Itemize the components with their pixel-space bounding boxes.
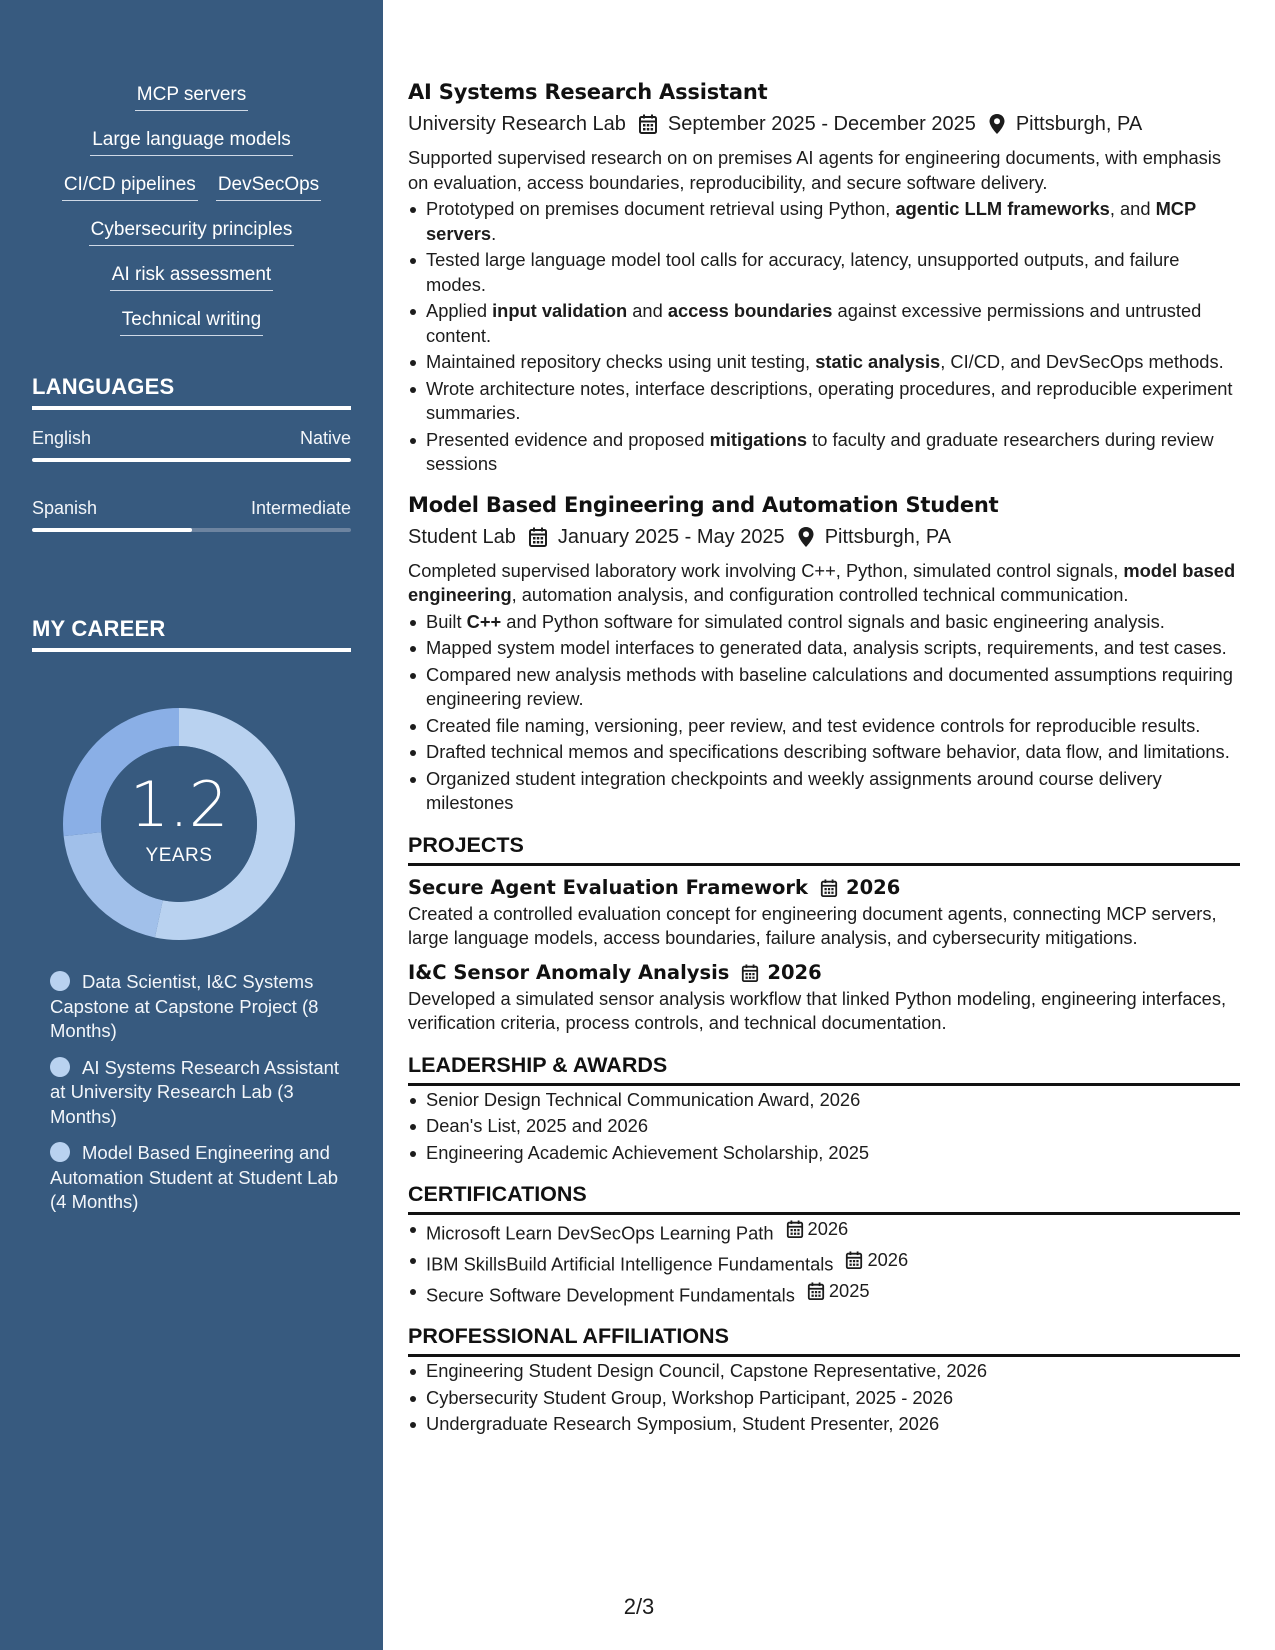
list-item: Engineering Academic Achievement Scholarship, 2025 (408, 1141, 1240, 1166)
language-proficiency-bar (32, 458, 351, 462)
career-legend-text: Data Scientist, I&C Systems Capstone at Capstone Project (8 Months) (50, 971, 319, 1041)
certification-date (845, 1248, 908, 1273)
language-level: Native (299, 428, 351, 448)
job-bullet: Drafted technical memos and specifications describing software behavior, data flow, and limitations. (408, 740, 1240, 765)
job-bullets (408, 197, 1240, 477)
job-bullet: Tested large language model tool calls for accuracy, latency, unsupported outputs, and failure modes. (408, 248, 1240, 297)
job-organization: Student Lab (408, 525, 516, 548)
calendar-icon (807, 1281, 825, 1301)
job-bullet: Mapped system model interfaces to generated data, analysis scripts, requirements, and test cases. (408, 636, 1240, 661)
project-name: Secure Agent Evaluation Framework (408, 875, 808, 899)
certification-name: Secure Software Development Fundamentals (426, 1283, 795, 1305)
project-description: Developed a simulated sensor analysis workflow that linked Python modeling, engineering interfaces, verification criteria, process controls, and technical documentation. (408, 987, 1227, 1033)
affiliations-list (408, 1359, 1240, 1437)
job-dates: January 2025 - May 2025 (557, 525, 785, 548)
skill-row (32, 264, 351, 309)
language-item-english (32, 427, 351, 462)
list-item: Senior Design Technical Communication Award, 2026 (408, 1088, 1240, 1113)
skill-tag: MCP servers (135, 84, 248, 111)
language-level: Intermediate (250, 498, 351, 518)
skill-row (32, 309, 351, 354)
project-description: Created a controlled evaluation concept for engineering document agents, connecting MCP servers, large language models, access boundaries, failure analysis, and cybersecurity mitigations. (408, 902, 1217, 948)
certification-name: Microsoft Learn DevSecOps Learning Path (426, 1222, 774, 1244)
job-description: Completed supervised laboratory work involving C++, Python, simulated control signals, model based engineering, automation analysis, and configuration controlled technical communication. (408, 559, 1236, 605)
calendar-icon (741, 963, 759, 983)
job-bullet: Built C++ and Python software for simulated control signals and basic engineering analysis. (408, 610, 1240, 635)
job-description: Supported supervised research on on premises AI agents for engineering documents, with emphasis on evaluation, access boundaries, reproducibility, and secure software delivery. (408, 147, 1221, 193)
project-year: 2026 (846, 875, 901, 899)
projects-heading: PROJECTS (408, 830, 1240, 866)
career-legend-text: Model Based Engineering and Automation Student at Student Lab (4 Months) (50, 1142, 338, 1212)
career-legend-item (50, 970, 340, 1044)
legend-dot-icon (50, 1142, 70, 1162)
skill-row (32, 129, 351, 174)
career-donut-chart (62, 707, 296, 941)
calendar-icon (528, 526, 548, 548)
language-proficiency-bar (32, 528, 351, 532)
job-bullet: Compared new analysis methods with baseline calculations and documented assumptions requiring engineering review. (408, 663, 1240, 712)
job-meta (408, 523, 1240, 551)
legend-dot-icon (50, 1057, 70, 1077)
certification-name: IBM SkillsBuild Artificial Intelligence Fundamentals (426, 1253, 834, 1274)
career-legend-item (50, 1056, 340, 1130)
legend-dot-icon (50, 971, 70, 991)
list-item: Cybersecurity Student Group, Workshop Participant, 2025 - 2026 (408, 1386, 1240, 1411)
job-entry (408, 491, 1240, 816)
skill-tag: Large language models (90, 129, 293, 156)
bold-text: access boundaries (667, 300, 833, 321)
job-bullets (408, 610, 1240, 816)
calendar-icon (820, 878, 838, 898)
map-pin-icon (988, 113, 1006, 135)
job-bullet: Prototyped on premises document retrieval using Python, agentic LLM frameworks, and MCP servers. (408, 197, 1240, 246)
awards-heading: LEADERSHIP & AWARDS (408, 1050, 1240, 1086)
career-total-years: 1.2 (129, 768, 229, 841)
language-name: English (32, 428, 92, 448)
calendar-icon (638, 113, 658, 135)
main-content (408, 78, 1240, 1437)
affiliations-heading: PROFESSIONAL AFFILIATIONS (408, 1321, 1240, 1357)
awards-list (408, 1088, 1240, 1166)
language-item-spanish (32, 497, 351, 532)
skill-tag: Cybersecurity principles (89, 219, 295, 246)
job-meta (408, 110, 1240, 138)
projects-list (408, 874, 1240, 1036)
skill-row (32, 174, 351, 219)
project-name: I&C Sensor Anomaly Analysis (408, 960, 730, 984)
job-bullet: Maintained repository checks using unit testing, static analysis, CI/CD, and DevSecOps methods. (408, 350, 1240, 375)
calendar-icon (786, 1219, 804, 1239)
language-proficiency-fill (32, 528, 192, 532)
calendar-icon (845, 1250, 863, 1270)
career-total-unit: YEARS (145, 845, 213, 866)
list-item: Undergraduate Research Symposium, Student Presenter, 2026 (408, 1412, 1240, 1437)
bold-text: model based engineering (408, 559, 1236, 605)
page-number: 2/3 (623, 1594, 655, 1619)
certification-item (408, 1279, 1240, 1308)
job-entry (408, 78, 1240, 477)
skills-list (32, 84, 351, 354)
map-pin-icon (797, 526, 815, 548)
job-bullet: Created file naming, versioning, peer review, and test evidence controls for reproducible results. (408, 714, 1240, 739)
skill-row (32, 219, 351, 264)
sidebar (0, 0, 383, 1650)
certification-year: 2025 (828, 1279, 870, 1301)
list-item: Dean's List, 2025 and 2026 (408, 1114, 1240, 1139)
bold-text: C++ (466, 610, 502, 632)
job-bullet: Wrote architecture notes, interface descriptions, operating procedures, and reproducible experiment summaries. (408, 377, 1240, 426)
job-dates: September 2025 - December 2025 (667, 113, 976, 135)
career-legend-item (50, 1141, 340, 1215)
career-legend (50, 970, 340, 1227)
job-organization: University Research Lab (408, 113, 626, 135)
project-title (408, 874, 1240, 902)
job-location: Pittsburgh, PA (824, 525, 952, 548)
skill-tag: DevSecOps (216, 174, 321, 201)
certification-date (807, 1279, 870, 1304)
certifications-heading: CERTIFICATIONS (408, 1179, 1240, 1215)
bold-text: static analysis (815, 351, 941, 372)
language-proficiency-fill (32, 458, 351, 462)
bold-text: agentic LLM frameworks (895, 198, 1110, 219)
job-bullet: Presented evidence and proposed mitigations to faculty and graduate researchers during review sessions (408, 428, 1240, 477)
certification-year: 2026 (807, 1218, 849, 1239)
job-title: AI Systems Research Assistant (408, 80, 768, 104)
list-item: Engineering Student Design Council, Capstone Representative, 2026 (408, 1359, 1240, 1384)
certification-item (408, 1217, 1240, 1246)
bold-text: input validation (492, 300, 628, 321)
certification-item (408, 1248, 1240, 1277)
career-heading: MY CAREER (32, 616, 351, 652)
job-location: Pittsburgh, PA (1015, 113, 1143, 135)
skill-tag: CI/CD pipelines (62, 174, 198, 201)
project-title (408, 959, 1240, 987)
project-year: 2026 (767, 960, 822, 984)
language-name: Spanish (32, 498, 98, 518)
certification-year: 2026 (867, 1248, 909, 1270)
skill-tag: AI risk assessment (110, 264, 273, 291)
skill-tag: Technical writing (120, 309, 263, 336)
job-bullet: Applied input validation and access boundaries against excessive permissions and untrusted content. (408, 299, 1240, 348)
bold-text: mitigations (709, 428, 808, 450)
certification-date (786, 1217, 849, 1242)
career-legend-text: AI Systems Research Assistant at University Research Lab (3 Months) (50, 1056, 340, 1127)
job-title: Model Based Engineering and Automation Student (408, 492, 999, 517)
skill-row (32, 84, 351, 129)
languages-heading: LANGUAGES (32, 374, 351, 410)
job-bullet: Organized student integration checkpoints and weekly assignments around course delivery milestones (408, 767, 1240, 816)
bold-text: MCP servers (426, 198, 1196, 244)
certifications-list (408, 1217, 1240, 1307)
